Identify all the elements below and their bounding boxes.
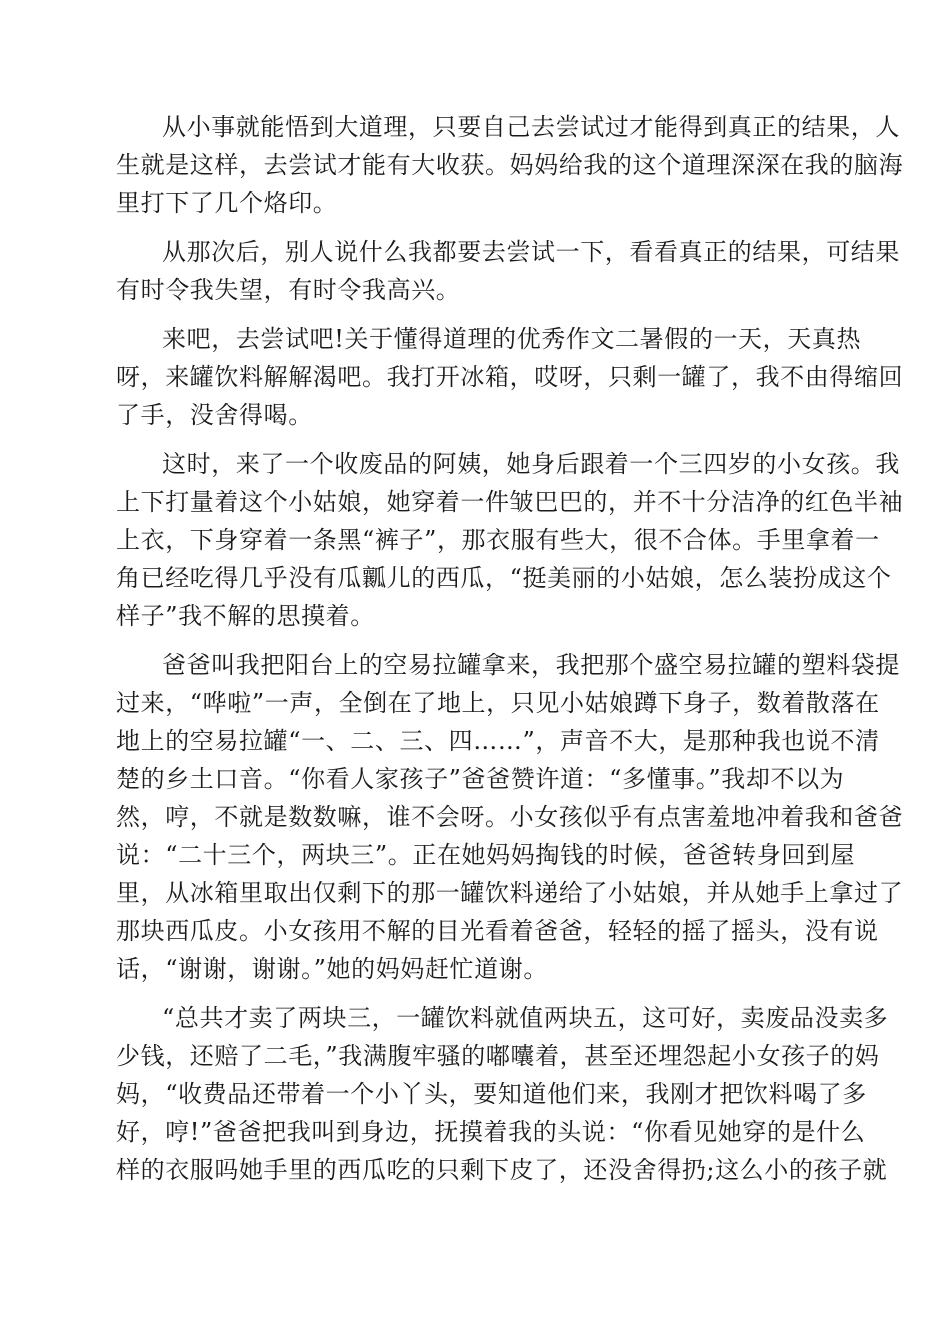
text-line: 角已经吃得几乎没有瓜瓤儿的西瓜，“挺美丽的小姑娘，怎么装扮成这个 [116, 564, 892, 592]
text-line: 从那次后，别人说什么我都要去尝试一下，看看真正的结果，可结果 [162, 238, 900, 266]
text-line: 上衣，下身穿着一条黑“裤子”，那衣服有些大，很不合体。手里拿着一 [116, 526, 880, 554]
text-line: 说：“二十三个，两块三”。正在她妈妈掏钱的时候，爸爸转身回到屋 [116, 841, 856, 869]
text-line: 少钱，还赔了二毛，”我满腹牢骚的嘟囔着，甚至还埋怨起小女孩子的妈 [116, 1042, 880, 1070]
paragraph [116, 646, 904, 988]
text-line: 过来，“哗啦”一声，全倒在了地上，只见小姑娘蹲下身子，数着散落在 [116, 689, 880, 717]
paragraph [116, 999, 889, 1189]
text-line: 妈，“收费品还带着一个小丫头，要知道他们来，我刚才把饮料喝了多 [116, 1080, 867, 1108]
paragraph [116, 233, 900, 309]
text-line: 了手，没舍得喝。 [116, 401, 313, 429]
text-line: 有时令我失望，有时令我高兴。 [116, 276, 461, 304]
paragraph [116, 320, 904, 434]
text-line: 爸爸叫我把阳台上的空易拉罐拿来，我把那个盛空易拉罐的塑料袋提 [162, 651, 900, 679]
text-line: 里，从冰箱里取出仅剩下的那一罐饮料递给了小姑娘，并从她手上拿过了 [116, 879, 904, 907]
text-line: 话，“谢谢，谢谢。”她的妈妈赶忙道谢。 [116, 955, 548, 983]
text-line: 从小事就能悟到大道理，只要自己去尝试过才能得到真正的结果，人 [162, 113, 900, 141]
text-line: 来吧，去尝试吧!关于懂得道理的优秀作文二暑假的一天，天真热 [162, 325, 862, 353]
text-line: 那块西瓜皮。小女孩用不解的目光看着爸爸，轻轻的摇了摇头，没有说 [116, 917, 879, 945]
text-line: 上下打量着这个小姑娘，她穿着一件皱巴巴的，并不十分洁净的红色半袖 [116, 488, 904, 516]
paragraph [116, 108, 904, 222]
text-line: 地上的空易拉罐“一、二、三、四……”，声音不大，是那种我也说不清 [116, 727, 880, 755]
paragraph [116, 445, 904, 635]
text-line: 楚的乡土口音。“你看人家孩子”爸爸赞许道：“多懂事。”我却不以为 [116, 765, 845, 793]
document-body [116, 108, 904, 1200]
text-line: 里打下了几个烙印。 [116, 189, 338, 217]
text-line: 样子”我不解的思摸着。 [116, 602, 375, 630]
text-line: 然，哼，不就是数数嘛，谁不会呀。小女孩似乎有点害羞地冲着我和爸爸 [116, 803, 904, 831]
text-line: 呀，来罐饮料解解渴吧。我打开冰箱，哎呀，只剩一罐了，我不由得缩回 [116, 363, 904, 391]
text-line: “总共才卖了两块三，一罐饮料就值两块五，这可好，卖废品没卖多 [162, 1004, 889, 1032]
text-line: 好，哼!”爸爸把我叫到身边，抚摸着我的头说：“你看见她穿的是什么 [116, 1118, 866, 1146]
text-line: 样的衣服吗她手里的西瓜吃的只剩下皮了，还没舍得扔;这么小的孩子就 [116, 1156, 888, 1184]
text-line: 生就是这样，去尝试才能有大收获。妈妈给我的这个道理深深在我的脑海 [116, 151, 904, 179]
text-line: 这时，来了一个收废品的阿姨，她身后跟着一个三四岁的小女孩。我 [162, 450, 900, 478]
